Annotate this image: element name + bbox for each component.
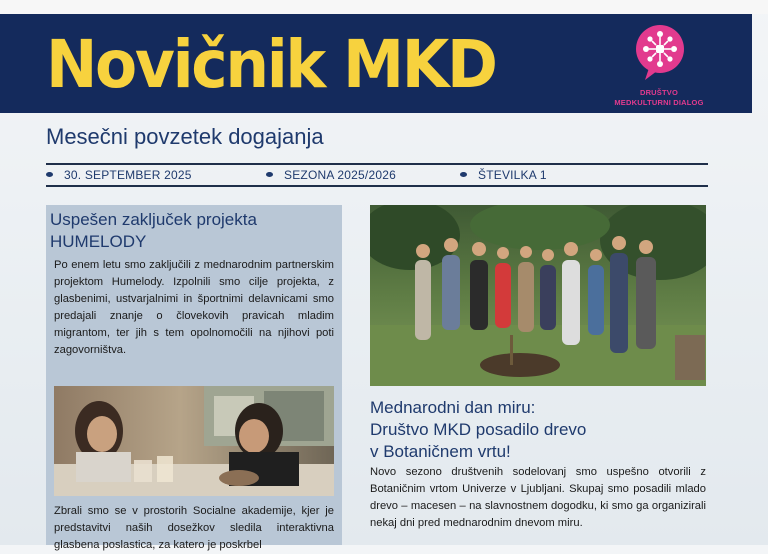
article-peace-day-body: Novo sezono društvenih sodelovanj smo uspešno otvorili z Botaničnim vrtom Univerze v Ljubljani. Skupaj smo posadili mlado drevo – macesen – na slavnostnem dogodku, ki smo ga organizirali nekaj dni pred mednarodnim dnevom miru. [370, 466, 706, 529]
issue-season-text: SEZONA 2025/2026 [284, 168, 396, 182]
network-people-icon [635, 24, 685, 82]
newsletter-title: Novičnik MKD [46, 26, 496, 103]
bullet-dot [266, 172, 273, 177]
article-peace-day-title-line2: Društvo MKD posadilo drevo [370, 420, 587, 439]
workshop-photo [54, 386, 334, 496]
article-peace-day-title [370, 397, 706, 463]
issue-number [478, 168, 547, 182]
logo-line2: MEDKULTURNI DIALOG [614, 98, 704, 107]
article-humelody-body: Po enem letu smo zaključili z mednarodnim partnerskim projektom Humelody. Izpolnili smo cilje projekta, z glasbenimi, ustvarjalnimi in športnimi delavnicami smo predajali znanje o človekovih pravicah mladim migrantom, ter jih s tem opolnomočili na njihovi poti zagovorništva. [54, 259, 334, 356]
article-humelody-caption: Zbrali smo se v prostorih Socialne akademije, kjer je predstavitvi naših dosežkov sledila interaktivna glasbena poslastica, za katero je poskrbel [54, 505, 334, 551]
article-peace-day-title-line1: Mednarodni dan miru: [370, 398, 536, 417]
top-strip [0, 0, 768, 14]
newsletter-subtitle: Mesečni povzetek dogajanja [46, 124, 324, 149]
issue-number-text: ŠTEVILKA 1 [478, 168, 547, 182]
article-humelody-title [50, 209, 340, 253]
article-peace-day-title-line3: v Botaničnem vrtu! [370, 442, 511, 461]
issue-date-text: 30. SEPTEMBER 2025 [64, 168, 192, 182]
meta-divider-bottom [46, 185, 708, 187]
article-humelody-title-line2: HUMELODY [50, 232, 147, 251]
header-banner [0, 14, 752, 113]
issue-date [64, 168, 192, 182]
logo-line1: DRUŠTVO [639, 88, 679, 97]
article-humelody-title-line1: Uspešen zaključek projekta [50, 210, 257, 229]
article-humelody [46, 205, 342, 551]
tree-planting-photo [370, 205, 706, 386]
bullet-dot [460, 172, 467, 177]
issue-season [284, 168, 396, 182]
meta-divider-top [46, 163, 708, 165]
bullet-dot [46, 172, 53, 177]
organization-logo [611, 24, 707, 112]
